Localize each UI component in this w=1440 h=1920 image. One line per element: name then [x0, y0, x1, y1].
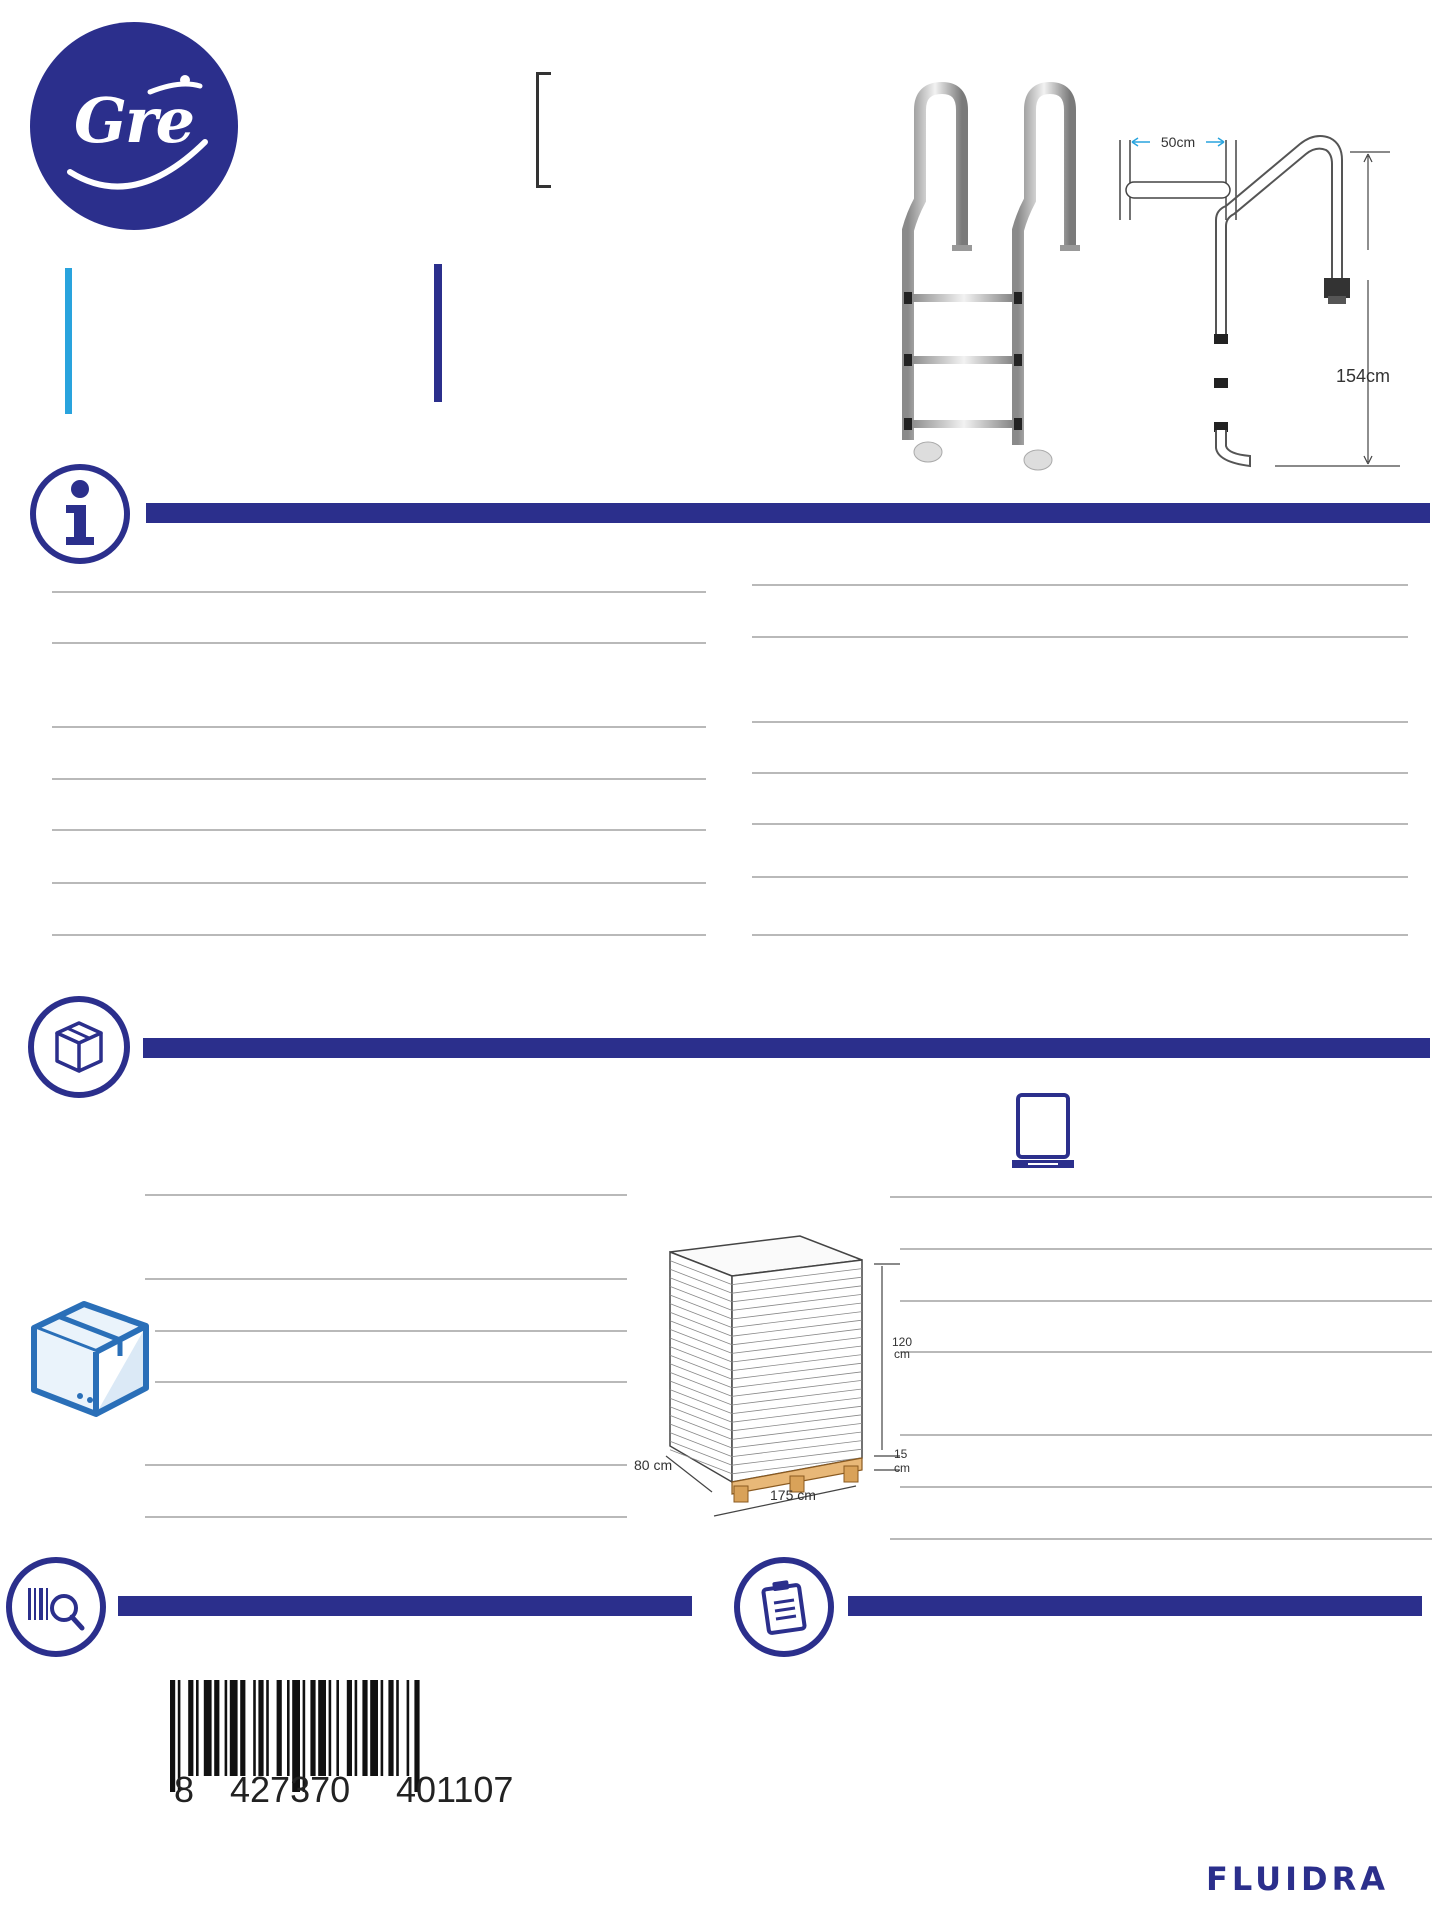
info-left-rule-6 [52, 882, 706, 884]
gre-logo [30, 22, 238, 230]
height-label: 154cm [1336, 366, 1391, 386]
logo-text: Gre [74, 84, 194, 157]
barcode-bar [370, 1680, 378, 1776]
barcode-bar [188, 1680, 193, 1776]
width-label: 50cm [1160, 134, 1196, 150]
info-badge [30, 464, 130, 564]
package-section-bar [143, 1038, 1430, 1058]
cardboard-box-icon [26, 1296, 154, 1418]
barcode-bar [329, 1680, 332, 1776]
pack-left-rule-6 [145, 1516, 627, 1518]
barcode-bar [266, 1680, 269, 1776]
pack-left-rule-5 [145, 1464, 627, 1466]
info-left-rule-7 [52, 934, 706, 936]
barcode-digits-right: 401107 [396, 1769, 514, 1810]
barcode-bar [388, 1680, 393, 1776]
barcode-badge [6, 1557, 106, 1657]
tablet-icon [1010, 1092, 1076, 1172]
barcode-bar [407, 1680, 410, 1776]
barcode-bar [230, 1680, 238, 1776]
barcode [168, 1676, 558, 1816]
clipboard-section-bar [848, 1596, 1422, 1616]
barcode-bar [347, 1680, 352, 1776]
accent-line-light [65, 268, 72, 414]
pack-right-rule-3 [900, 1300, 1432, 1302]
pack-right-rule-6 [900, 1486, 1432, 1488]
barcode-bar [253, 1680, 256, 1776]
bracket-mark [536, 72, 551, 188]
ladder-dimension-diagram [1110, 110, 1410, 480]
barcode-bar [310, 1680, 315, 1776]
barcode-digit-first: 8 [174, 1769, 195, 1810]
barcode-bar [204, 1680, 212, 1776]
pack-right-rule-5 [900, 1434, 1432, 1436]
pack-left-rule-3 [155, 1330, 627, 1332]
pallet-length-label: 175 cm [770, 1487, 816, 1503]
info-right-rule-6 [752, 876, 1408, 878]
pack-left-rule-1 [145, 1194, 627, 1196]
info-section-bar [146, 503, 1430, 523]
ladder-photo [890, 80, 1070, 480]
barcode-bar [381, 1680, 384, 1776]
pallet-height-label-2: cm [894, 1347, 910, 1361]
info-right-rule-5 [752, 823, 1408, 825]
info-icon [50, 479, 110, 549]
info-right-rule-1 [752, 584, 1408, 586]
pack-left-rule-2 [145, 1278, 627, 1280]
barcode-bar [196, 1680, 199, 1776]
clipboard-badge [734, 1557, 834, 1657]
barcode-search-icon [26, 1582, 86, 1632]
barcode-bar [362, 1680, 367, 1776]
info-right-rule-7 [752, 934, 1408, 936]
info-right-rule-2 [752, 636, 1408, 638]
pack-left-rule-4 [155, 1381, 627, 1383]
pallet-height-label-1: 120 [892, 1335, 913, 1349]
barcode-digits-left: 427370 [230, 1769, 351, 1810]
box-icon [49, 1019, 109, 1075]
info-right-rule-4 [752, 772, 1408, 774]
info-left-rule-5 [52, 829, 706, 831]
pack-right-rule-2 [900, 1248, 1432, 1250]
barcode-bar [214, 1680, 219, 1776]
info-left-rule-1 [52, 591, 706, 593]
barcode-section-bar [118, 1596, 692, 1616]
barcode-bar [287, 1680, 290, 1776]
barcode-bar [240, 1680, 245, 1776]
clipboard-icon [760, 1579, 808, 1635]
package-badge [28, 996, 130, 1098]
pallet-depth-label: 80 cm [634, 1457, 673, 1473]
accent-line-navy [434, 264, 442, 402]
info-left-rule-3 [52, 726, 706, 728]
barcode-bar [355, 1680, 358, 1776]
fluidra-logo: FLUIDRA [1206, 1860, 1389, 1898]
pallet-base-label-2: cm [894, 1461, 910, 1475]
pallet-base-label-1: 15 [894, 1447, 908, 1461]
info-left-rule-4 [52, 778, 706, 780]
barcode-bar [225, 1680, 228, 1776]
barcode-bar [318, 1680, 326, 1776]
info-right-rule-3 [752, 721, 1408, 723]
pack-right-rule-7 [890, 1538, 1432, 1540]
pack-right-rule-1 [890, 1196, 1432, 1198]
info-left-rule-2 [52, 642, 706, 644]
barcode-bar [277, 1680, 282, 1776]
pack-right-rule-4 [900, 1351, 1432, 1353]
barcode-bar [336, 1680, 339, 1776]
barcode-bar [396, 1680, 399, 1776]
barcode-bar [258, 1680, 263, 1776]
pallet-diagram [630, 1230, 913, 1530]
